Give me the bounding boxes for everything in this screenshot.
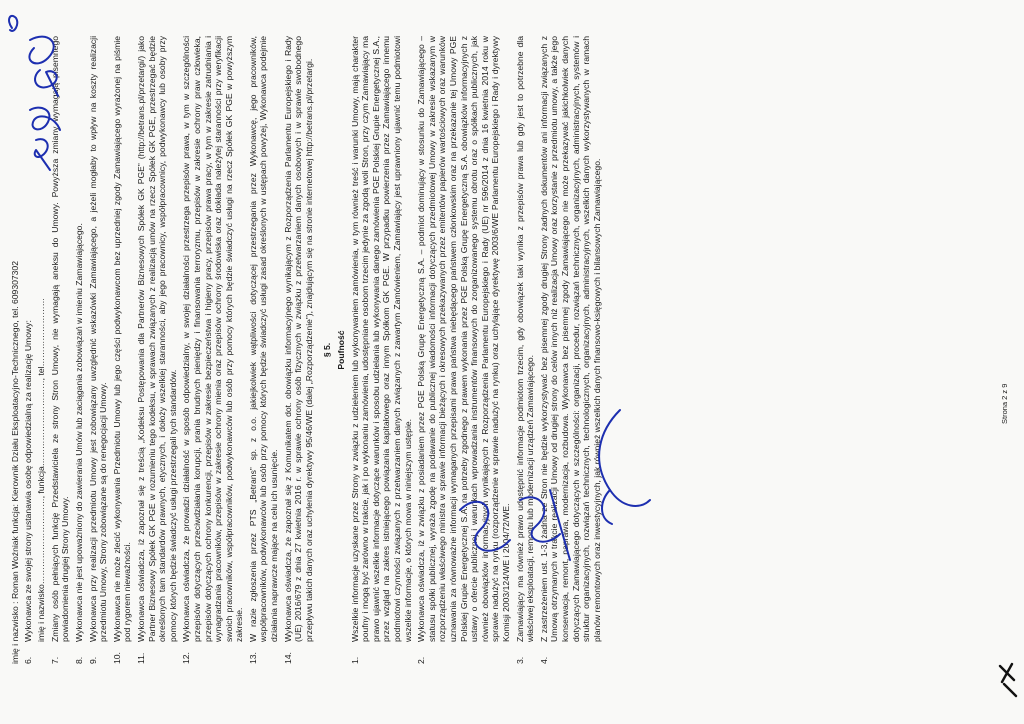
list-item: 1. Wszelkie informacje uzyskane przez Strony w związku z udzieleniem lub wykonywaniem zamówienia, w tym również treść i warunki Umowy, mają charakter poufny i mogą być zarówno w trakcie, jak i po wykonaniu zamówienia, udostępniane osobom trzecim jedynie za zgodą woli Stron, przy czym Zamawiający ma prawo ujawnić wszelkie informacje dotyczące warunków i sposobu udzielania lub wykonywania danego zamówienia PGE Polskiej Grupie Energetycznej S.A., przez wzgląd na zakres istniejącego powiązania kapitałowego oraz innym Spółkom GK PGE. W przypadku powierzenia przez Zamawiającego innemu podmiotowi czynności związanych z przetwarzaniem danych związanych z zawartym Zamówieniem, Zamawiający jest uprawniony ujawnić temu podmiotowi wszelkie informacje, o których mowa w niniejszym ustępie. [349,36,413,664]
list-item: 2. Wykonawca oświadcza, iż w związku z posiadaniem przez PGE Polską Grupę Energetyczną S.A. – podmiot dominujący w stosunku do Zamawiającego – statusu spółki publicznej, wyraża zgodę na podawanie do publicznej wiadomości informacji dotyczących przedmiotowej Umowy w zakresie wskazanym w rozporządzeniu właściwego ministra w sprawie informacji bieżących i okresowych przekazywanych przez emitentów papierów wartościowych oraz warunków uznawania za równoważne informacji wymaganych przepisami prawa państwa niebędącego państwem członkowskim oraz na przekazanie tej Umowy PGE Polskiej Grupie Energetycznej S.A. na potrzeby zgodnego z prawem wykonania przez PGE Polską Grupę Energetyczną S.A. obowiązków informacyjnych z ustawy o ofercie publicznej i warunkach wprowadzania instrumentów finansowych do zorganizowanego systemu obrotu oraz o spółkach publicznych, jak również obowiązków informacyjnych wynikających z Rozporządzenia Parlamentu Europejskiego i Rady (UE) nr 596/2014 z dnia 16 kwietnia 2014 roku w sprawie nadużyć na rynku (rozporządzenie w sprawie nadużyć na rynku) oraz uchylające dyrektywę 2003/6/WE Parlamentu Europejskiego i Rady i dyrektywy Komisji 2003/124/WE i 2004/72/WE. [416,36,511,664]
list-item: 7. Zmiany osób pełniących funkcję Przedstawiciela ze strony Stron Umowy, nie wymagają aneksu do Umowy. Powyższa zmiany wymagają pisemnego powiadomienia drugiej Strony Umowy. [49,36,71,664]
list-item: 9. Wykonawca przy realizacji przedmiotu Umowy jest zobowiązany uwzględnić wskazówki Zamawiającego, a jeżeli mogłaby to wpływ na koszty realizacji przedmiotu Umowy, Strony zobowiązane są do renegocjacji Umowy. [87,36,109,664]
list-item: 3. Zamawiający ma również prawo udostępnić informacje podmiotom trzecim, gdy obowiązek taki wynika z przepisów prawa lub gdy jest to potrzebne dla właściwej eksploatacji, remontu lub modernizacji urządzeń Zamawiającego. [514,36,536,664]
signature-initials-left [0,0,80,200]
list-item: 6. Wykonawca ze swojej strony ustanawia osobę odpowiedzialną za realizację Umowy: [22,320,33,664]
initials-corner [996,660,1020,700]
list-item: 8. Wykonawca nie jest upoważniony do zawierania Umów lub zaciągania zobowiązań w imieniu Zamawiającego. [73,223,84,664]
list-item: 12. Wykonawca oświadcza, że prowadzi działalność w sposób odpowiedzialny, w swojej działalności przestrzega przepisów prawa, w tym w szczególności przepisów dotyczących przeciwdziałania korupcji, prania brudnych pieniędzy i finansowania terroryzmu, przepisów w zakresie ochrony praw człowieka, przepisów dotyczących ochrony konkurencji, przepisów w zakresie bezpieczeństwa i higieny pracy, przepisów prawa pracy, w tym w zakresie zatrudniania i wynagradzania pracowników, przepisów w zakresie ochrony mienia oraz przepisów ochrony środowiska oraz dokłada należytej staranności przy weryfikacji swoich pracowników, współpracowników, podwykonawców lub osób przy pomocy których będzie świadczyć usługi na rzecz Spółek GK PGE w powyższym zakresie. [181,36,245,664]
list-item: 13. W razie zgłoszenia przez PTS „Betrans” sp. z o.o. jakiejkolwiek wątpliwości dotyczącej przestrzegania przez Wykonawcę, jego pracowników, współpracowników, podwykonawców lub osób przy pomocy których będzie świadczyć usługi zasad określonych w ustępach powyżej, Wykonawca podejmie działania naprawcze mające na celu ich usunięcie. [247,36,280,664]
section-title: § 5. [322,342,333,358]
list-item: 11. Wykonawca oświadcza, iż zapoznał się z treścią „Kodeksu Postępowania dla Partnerów Biznesowych Spółek GK PGE” (http://betrans.pl/przetargi/) jako Partner Biznesowy Spółek GK PGE w rozumieniu tego kodeksu, w sprawach związanych z realizacją umów na rzecz Spółek GK PGE, przestrzegać będzie określonych tam standardów prawnych, etycznych, i dołoży wszelkiej staranności, aby jego pracownicy, współpracownicy, podwykonawcy lub osoby przy pomocy których będzie świadczyć usługi przestrzegali tych standardów. [135,36,178,664]
list-item: imię i nazwisko…………………………, funkcja…………………………, tel…………………… [36,297,47,642]
list-item: 4. Z zastrzeżeniem ust. 1-3, żadna ze Stron nie będzie wykorzystywać bez pisemnej zgody drugiej Strony żadnych dokumentów ani informacji związanych z Umową otrzymanych w trakcie realizacji Umowy od drugiej strony do celów innych niż realizacja Umowy oraz korzystanie z przedmiotu umowy, a także jego konserwacja, remont, naprawa, modernizacja, rozbudowa. Wykonawca bez pisemnej zgody Zamawiającego nie może przekazywać jakichkolwiek danych dotyczących Zamawiającego dotyczących w szczególności: organizacji, procedur, rozwiązań technicznych, organizacyjnych, administracyjnych, systemów i struktur organizacyjnych, rozwiązań technicznych, technologicznych, organizacyjnych, administracyjnych, wszelkich danych wykorzystywanych w ramach planów remontowych oraz inwestycyjnych, jak również wszelkich danych finansowo-księgowych i bilansowych Zamawiającego. [538,36,602,664]
list-item: 14. Wykonawca oświadcza, że zapoznał się z Komunikatem dot. obowiązku informacyjnego wynikającym z Rozporządzenia Parlamentu Europejskiego i Rady (UE) 2016/679 z dnia 27 kwietnia 2016 r. w sprawie ochrony osób fizycznych w związku z przetwarzaniem danych osobowych i w sprawie swobodnego przepływu takich danych oraz uchylenia dyrektywy 95/46/WE (dalej „Rozporządzenie”), znajdującym się na stronie internetowej http://betrans.pl/przetargi. [282,36,314,664]
signature-right [440,470,600,590]
page-footer: Strona 2 z 9 [1000,383,1009,424]
list-item: 10. Wykonawca nie może zlecić wykonywania Przedmiotu Umowy lub jego części podwykonawcom bez uprzedniej zgody Zamawiającego wyrażonej na piśmie pod rygorem nieważności. [111,36,133,664]
header-line: imię i nazwisko : Roman Woźniak funkcja: Kierownik Działu Eksploatacyjno-Technicznego, tel. 609307302 [10,261,20,664]
section-subtitle: Poufność [336,330,347,370]
